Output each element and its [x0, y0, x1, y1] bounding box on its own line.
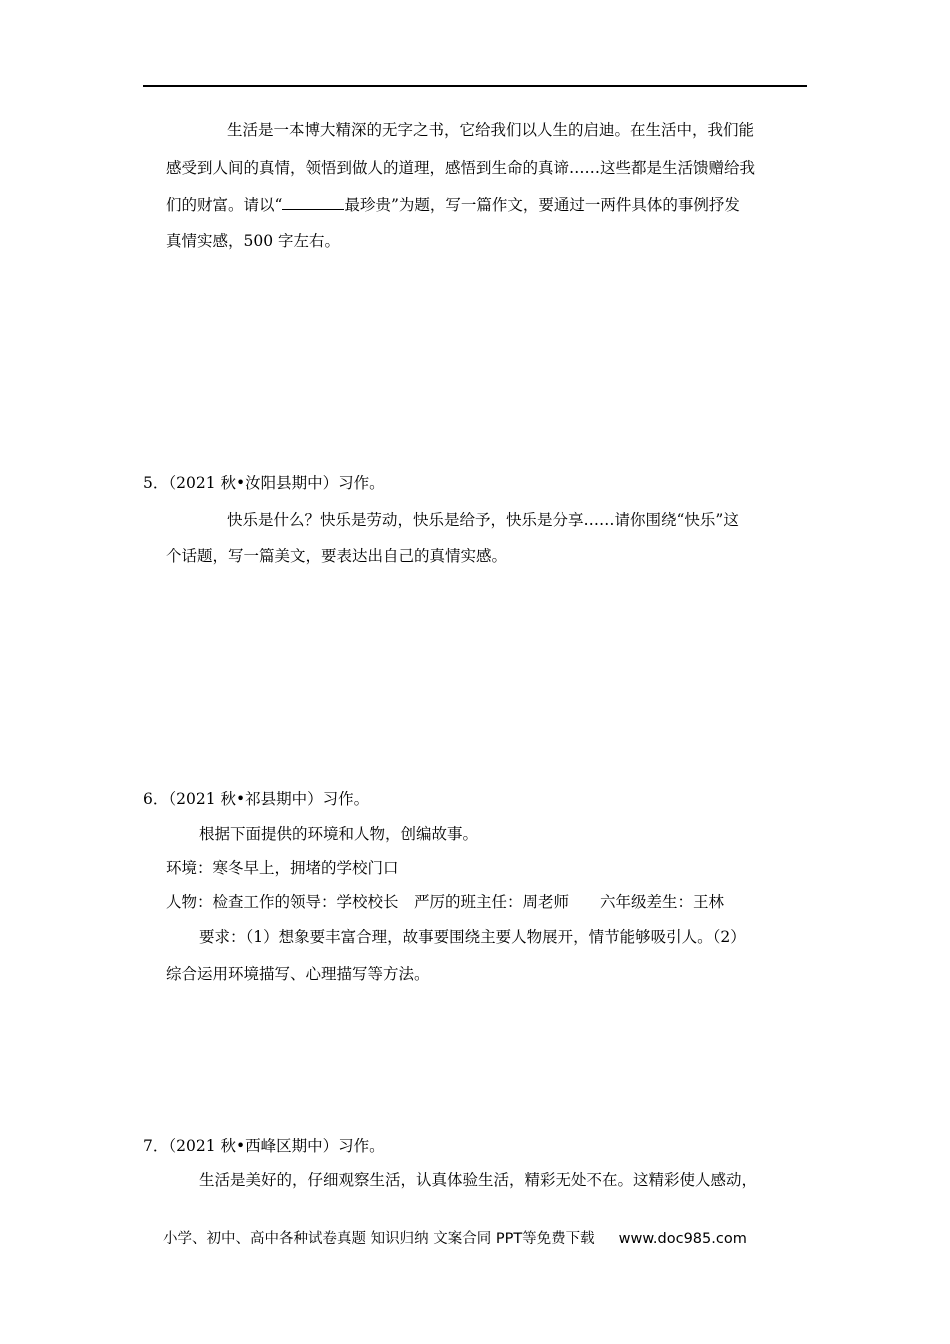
q6-number: 6． [143, 790, 169, 808]
q6-source: （2021 秋•祁县期中）习作。 [168, 790, 370, 808]
q6-intro: 根据下面提供的环境和人物，创编故事。 [199, 825, 479, 843]
q6-environment: 环境：寒冬早上，拥堵的学校门口 [166, 859, 399, 877]
q4-line-1: 生活是一本博大精深的无字之书，它给我们以人生的启迪。在生活中，我们能 [227, 121, 755, 139]
q5-number: 5． [143, 474, 169, 492]
q5-line-2: 个话题，写一篇美文，要表达出自己的真情实感。 [166, 547, 508, 565]
q5-source: （2021 秋•汝阳县期中）习作。 [168, 474, 385, 492]
q7-source: （2021 秋•西峰区期中）习作。 [168, 1137, 385, 1155]
fill-in-blank [282, 194, 344, 210]
footer-text: 小学、初中、高中各种试卷真题 知识归纳 文案合同 PPT等免费下载 [163, 1231, 595, 1247]
q4-line-3-pre: 们的财富。请以“ [166, 196, 283, 214]
q5-heading [143, 473, 385, 493]
q7-number: 7． [143, 1137, 169, 1155]
footer-site-link[interactable]: www.doc985.com [618, 1231, 747, 1247]
q4-line-4: 真情实感，500 字左右。 [166, 232, 341, 250]
q7-line-1: 生活是美好的，仔细观察生活，认真体验生活，精彩无处不在。这精彩使人感动， [199, 1171, 758, 1189]
q6-requirements-line-2: 综合运用环境描写、心理描写等方法。 [166, 965, 430, 983]
q4-line-3-post: 最珍贵”为题，写一篇作文，要通过一两件具体的事例抒发 [344, 196, 740, 214]
q6-heading [143, 789, 369, 809]
q6-people: 人物：检查工作的领导：学校校长 严厉的班主任：周老师 六年级差生：王林 [166, 893, 725, 911]
q4-line-3 [166, 194, 740, 215]
q7-heading [143, 1136, 385, 1156]
q6-requirements-line-1: 要求：（1）想象要丰富合理，故事要围绕主要人物展开，情节能够吸引人。（2） [199, 928, 746, 946]
header-rule [143, 85, 807, 87]
q5-line-1: 快乐是什么？快乐是劳动，快乐是给予，快乐是分享……请你围绕“快乐”这 [227, 511, 739, 529]
q4-line-2: 感受到人间的真情，领悟到做人的道理，感悟到生命的真谛……这些都是生活馈赠给我 [166, 159, 756, 177]
page-footer [163, 1227, 747, 1248]
